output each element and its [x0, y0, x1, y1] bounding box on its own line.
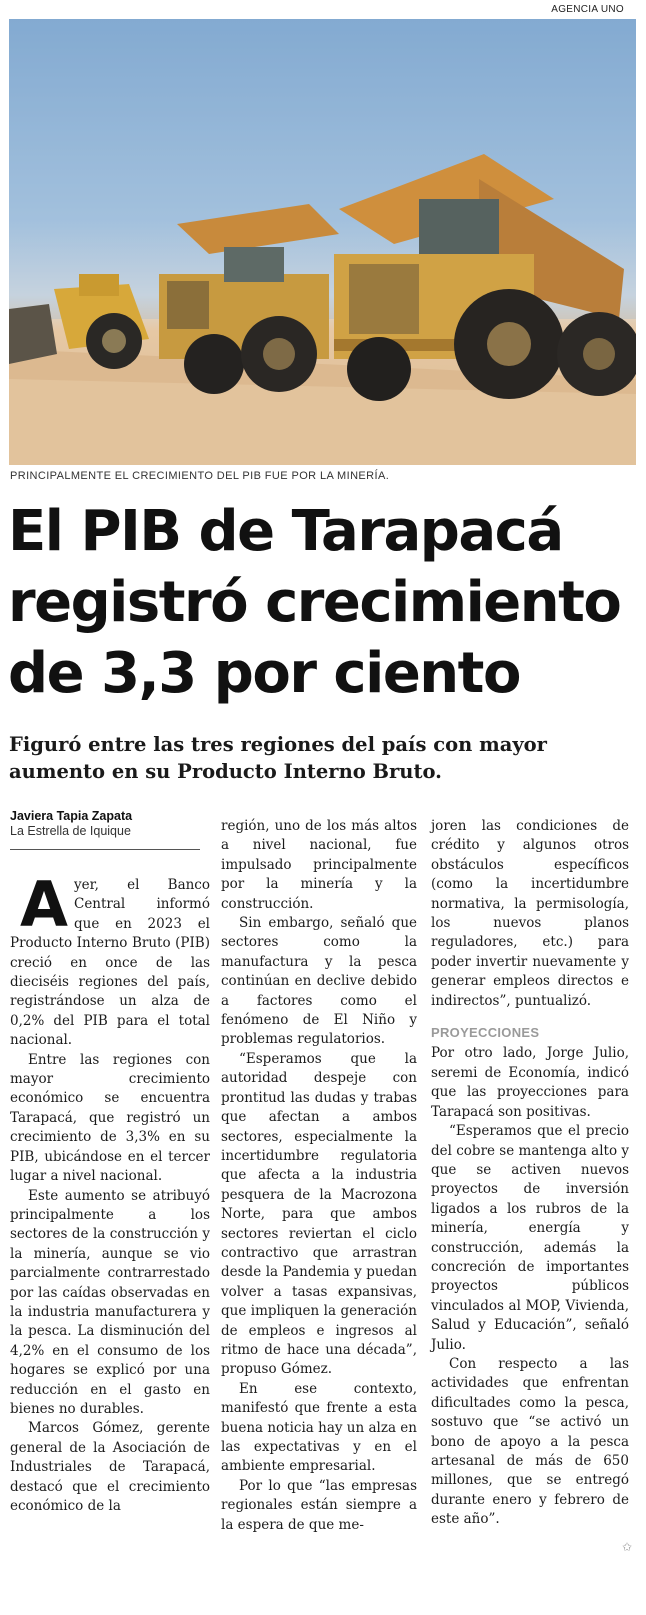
paragraph: “Esperamos que el precio del cobre se mantenga alto y que se activen nuevos proyectos de inversión ligados a los rubros de la minería, energía y construcción, además la concreción de importantes proyectos públicos vinculados al MOP, Vivienda, Salud y Educación”, señaló Julio.: [431, 1123, 629, 1353]
author-name: Javiera Tapia Zapata: [10, 809, 133, 823]
photo-credit: AGENCIA UNO: [551, 4, 624, 15]
article-column-1: [10, 868, 210, 1516]
byline: [10, 809, 200, 838]
paragraph: Entre las regiones con mayor crecimiento económico se encuentra Tarapacá, que registró un crecimiento de 3,3% en su PIB, ubicándose en el tercer lugar a nivel nacional.: [10, 1051, 210, 1185]
paragraph: Con respecto a las actividades que enfrentan dificultades como la pesca, sostuvo que “se activó un bono de apoyo a la pesca artesanal de más de 650 millones, que se entregó durante enero y febrero de este año”.: [431, 1355, 629, 1528]
subheadline-line: Figuró entre las tres regiones del país con mayor: [9, 733, 547, 756]
paragraph: “Esperamos que la autoridad despeje con prontitud las dudas y trabas que afectan a ambos sectores, especialmente la incertidumbre regulatoria que afecta a la industria pesquera de la Macrozona Norte, para que ambos sectores reviertan el ciclo contractivo que arrastran desde la Pandemia y puedan volver a tasas expansivas, que impliquen la generación de empleos e ingresos al ritmo de hace una década”, propuso Gómez.: [221, 1050, 417, 1378]
paragraph: joren las condiciones de crédito y algunos otros obstáculos específicos (como la incertidumbre normativa, la permisología, los nuevos planos reguladores, etc.) para poder invertir nuevamente y generar empleos directos e indirectos”, puntualizó.: [431, 818, 629, 1009]
headline-line: registró crecimiento: [8, 570, 621, 635]
paragraph: Sin embargo, señaló que sectores como la manufactura y la pesca continúan en declive debido a factores como el fenómeno de El Niño y problemas regulatorios.: [221, 915, 417, 1048]
headline-line: de 3,3 por ciento: [8, 641, 520, 706]
paragraph: [10, 868, 210, 1051]
paragraph: Marcos Gómez, gerente general de la Asociación de Industriales de Tarapacá, destacó que el crecimiento económico de la: [10, 1420, 210, 1514]
drop-cap: A: [20, 868, 68, 941]
mining-trucks-illustration: [9, 19, 636, 465]
headline-line: El PIB de Tarapacá: [8, 499, 563, 564]
paragraph: En ese contexto, manifestó que frente a esta buena noticia hay un alza en las expectativas y en el ambiente empresarial.: [221, 1380, 417, 1475]
publication-name: La Estrella de Iquique: [10, 824, 131, 838]
paragraph: Por otro lado, Jorge Julio, seremi de Economía, indicó que las proyecciones para Tarapacá son positivas.: [431, 1045, 629, 1120]
photo-caption: PRINCIPALMENTE EL CRECIMIENTO DEL PIB FUE POR LA MINERÍA.: [10, 470, 390, 482]
article-column-2: [221, 817, 417, 1535]
byline-divider: [10, 849, 200, 850]
section-subhead: PROYECCIONES: [431, 1025, 540, 1041]
paragraph: Por lo que “las empresas regionales están siempre a la espera de que me-: [221, 1477, 417, 1533]
headline: [8, 496, 638, 709]
end-of-article-icon: ✩: [621, 1540, 632, 1554]
paragraph: región, uno de los más altos a nivel nacional, fue impulsado principalmente por la minería y la construcción.: [221, 818, 417, 912]
article-column-3: [431, 817, 629, 1530]
subheadline-line: aumento en su Producto Interno Bruto.: [9, 760, 442, 783]
subheadline: [9, 731, 639, 785]
article-photo: [9, 19, 636, 465]
paragraph-text: yer, el Banco Central informó que en 2023 el Producto Interno Bruto (PIB) creció en once de las dieciséis regiones del país, registrándose un alza de 0,2% del PIB para el total nacional.: [10, 877, 210, 1049]
paragraph: Este aumento se atribuyó principalmente a los sectores de la construcción y la minería, aunque se vio parcialmente contrarrestado por las caídas observadas en la industria manufacturera y la pesca. La disminución del 4,2% en el consumo de los hogares se explicó por una reducción en el gasto en bienes no durables.: [10, 1187, 210, 1417]
